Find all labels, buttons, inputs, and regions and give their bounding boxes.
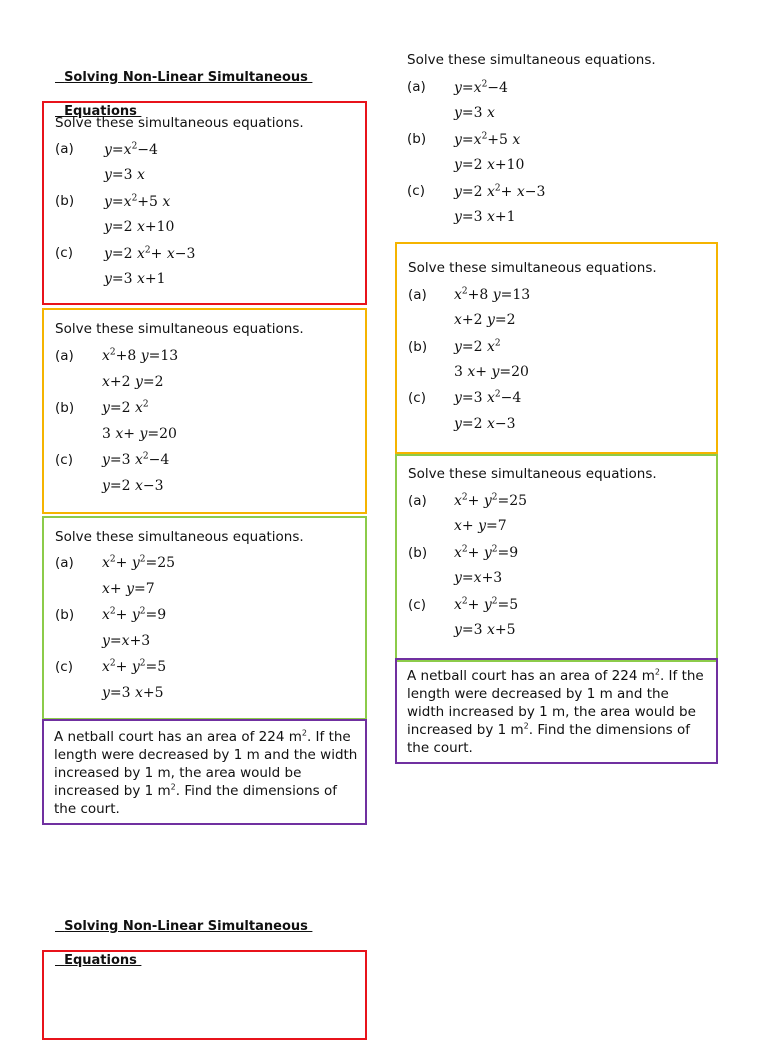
part-c-eq1: y=2 $x^2+ x-3$ (454, 183, 546, 200)
part-c-eq2: y=2 x−3 (102, 478, 164, 494)
part-b-label: (b) (55, 607, 75, 623)
part-b-eq2: y=2 x+10 (104, 219, 175, 235)
superscript: 2 (301, 728, 307, 738)
part-a-label: (a) (407, 79, 426, 95)
heading-line-2: Equations (64, 953, 142, 968)
part-b-eq1: $y=x^2+5$ x (104, 193, 171, 210)
part-b-label: (b) (55, 193, 75, 209)
part-c-label: (c) (55, 452, 73, 468)
problem-part-2: . If the length were decreased by 1 m and the width increased by 1 m, the area would be increased by 1 m (407, 668, 704, 738)
part-c-eq1: $x^2+ y^2=5$ (102, 658, 167, 675)
part-b-label: (b) (407, 131, 427, 147)
part-c-label: (c) (408, 390, 426, 406)
part-c-eq1: $x^2+ y^2=5$ (454, 596, 519, 613)
part-c-label: (c) (55, 659, 73, 675)
problem-part-3: . Find the dimensions of the court. (54, 783, 337, 817)
instruction: Solve these simultaneous equations. (408, 260, 657, 276)
part-b-eq1: $x^2+ y^2=9$ (454, 544, 519, 561)
instruction: Solve these simultaneous equations. (55, 115, 304, 131)
orange-exercise-box (42, 308, 367, 514)
part-b-eq2: y=x+3 (454, 570, 503, 586)
purple-problem-box (42, 719, 367, 825)
problem-part-1: A netball court has an area of 224 m (407, 668, 655, 684)
part-a-eq2: y=3 x (454, 105, 495, 121)
part-c-label: (c) (408, 597, 426, 613)
part-c-label: (c) (55, 245, 73, 261)
plain-exercise-block (395, 50, 718, 230)
heading-line-2: Equations (64, 104, 142, 119)
part-c-eq2: y=2 x−3 (454, 416, 516, 432)
part-b-label: (b) (408, 545, 428, 561)
green-exercise-box (395, 454, 718, 662)
part-b-eq1: $y=x^2+5$ x (454, 131, 521, 148)
problem-part-2: . If the length were decreased by 1 m and the width increased by 1 m, the area would be increased by 1 m (54, 729, 358, 799)
part-c-eq2: y=3 x+1 (454, 209, 516, 225)
purple-problem-box (395, 658, 718, 764)
part-a-eq1: $x^2+ y^2=25$ (102, 554, 176, 571)
superscript: 2 (654, 667, 660, 677)
part-b-eq2: y=x+3 (102, 633, 151, 649)
heading-line-1: Solving Non-Linear Simultaneous (64, 70, 313, 85)
part-c-eq1: y=3 $x^2-4$ (102, 451, 170, 468)
part-a-label: (a) (55, 555, 74, 571)
part-a-eq2: x+2 y=2 (102, 374, 164, 390)
part-b-eq2: 3 x+ y=20 (102, 426, 177, 442)
part-c-eq2: y=3 x+5 (102, 685, 164, 701)
green-exercise-box (42, 516, 367, 720)
problem-part-3: . Find the dimensions of the court. (407, 722, 690, 756)
superscript: 2 (170, 782, 176, 792)
part-a-eq1: $x^2+8$ y=13 (102, 347, 179, 364)
part-c-eq2: y=3 x+5 (454, 622, 516, 638)
netball-problem-text (54, 728, 359, 818)
part-a-eq2: y=3 x (104, 167, 145, 183)
part-a-eq1: $x^2+8$ y=13 (454, 286, 531, 303)
part-a-eq2: x+ y=7 (454, 518, 507, 534)
part-b-label: (b) (55, 400, 75, 416)
part-a-label: (a) (55, 141, 74, 157)
part-c-label: (c) (407, 183, 425, 199)
netball-problem-text (407, 667, 710, 757)
part-b-eq1: y=2 $x^2$ (454, 338, 501, 355)
instruction: Solve these simultaneous equations. (407, 52, 656, 68)
superscript: 2 (523, 721, 529, 731)
part-a-eq1: $y=x^2-4$ (104, 141, 158, 158)
instruction: Solve these simultaneous equations. (55, 529, 304, 545)
red-exercise-box (42, 101, 367, 305)
problem-part-1: A netball court has an area of 224 m (54, 729, 302, 745)
part-a-label: (a) (408, 493, 427, 509)
instruction: Solve these simultaneous equations. (55, 321, 304, 337)
part-c-eq1: y=3 $x^2-4$ (454, 389, 522, 406)
part-b-eq1: $x^2+ y^2=9$ (102, 606, 167, 623)
part-b-eq2: y=2 x+10 (454, 157, 525, 173)
part-c-eq2: y=3 x+1 (104, 271, 166, 287)
part-a-label: (a) (408, 287, 427, 303)
part-a-eq2: x+ y=7 (102, 581, 155, 597)
instruction: Solve these simultaneous equations. (408, 466, 657, 482)
red-exercise-box (42, 950, 367, 1040)
part-b-eq1: y=2 $x^2$ (102, 399, 149, 416)
part-b-eq2: 3 x+ y=20 (454, 364, 529, 380)
part-a-eq1: $x^2+ y^2=25$ (454, 492, 528, 509)
part-a-eq2: x+2 y=2 (454, 312, 516, 328)
heading-line-1: Solving Non-Linear Simultaneous (64, 919, 313, 934)
part-a-eq1: $y=x^2-4$ (454, 79, 508, 96)
part-b-label: (b) (408, 339, 428, 355)
part-c-eq1: y=2 $x^2+ x-3$ (104, 245, 196, 262)
orange-exercise-box (395, 242, 718, 454)
part-a-label: (a) (55, 348, 74, 364)
